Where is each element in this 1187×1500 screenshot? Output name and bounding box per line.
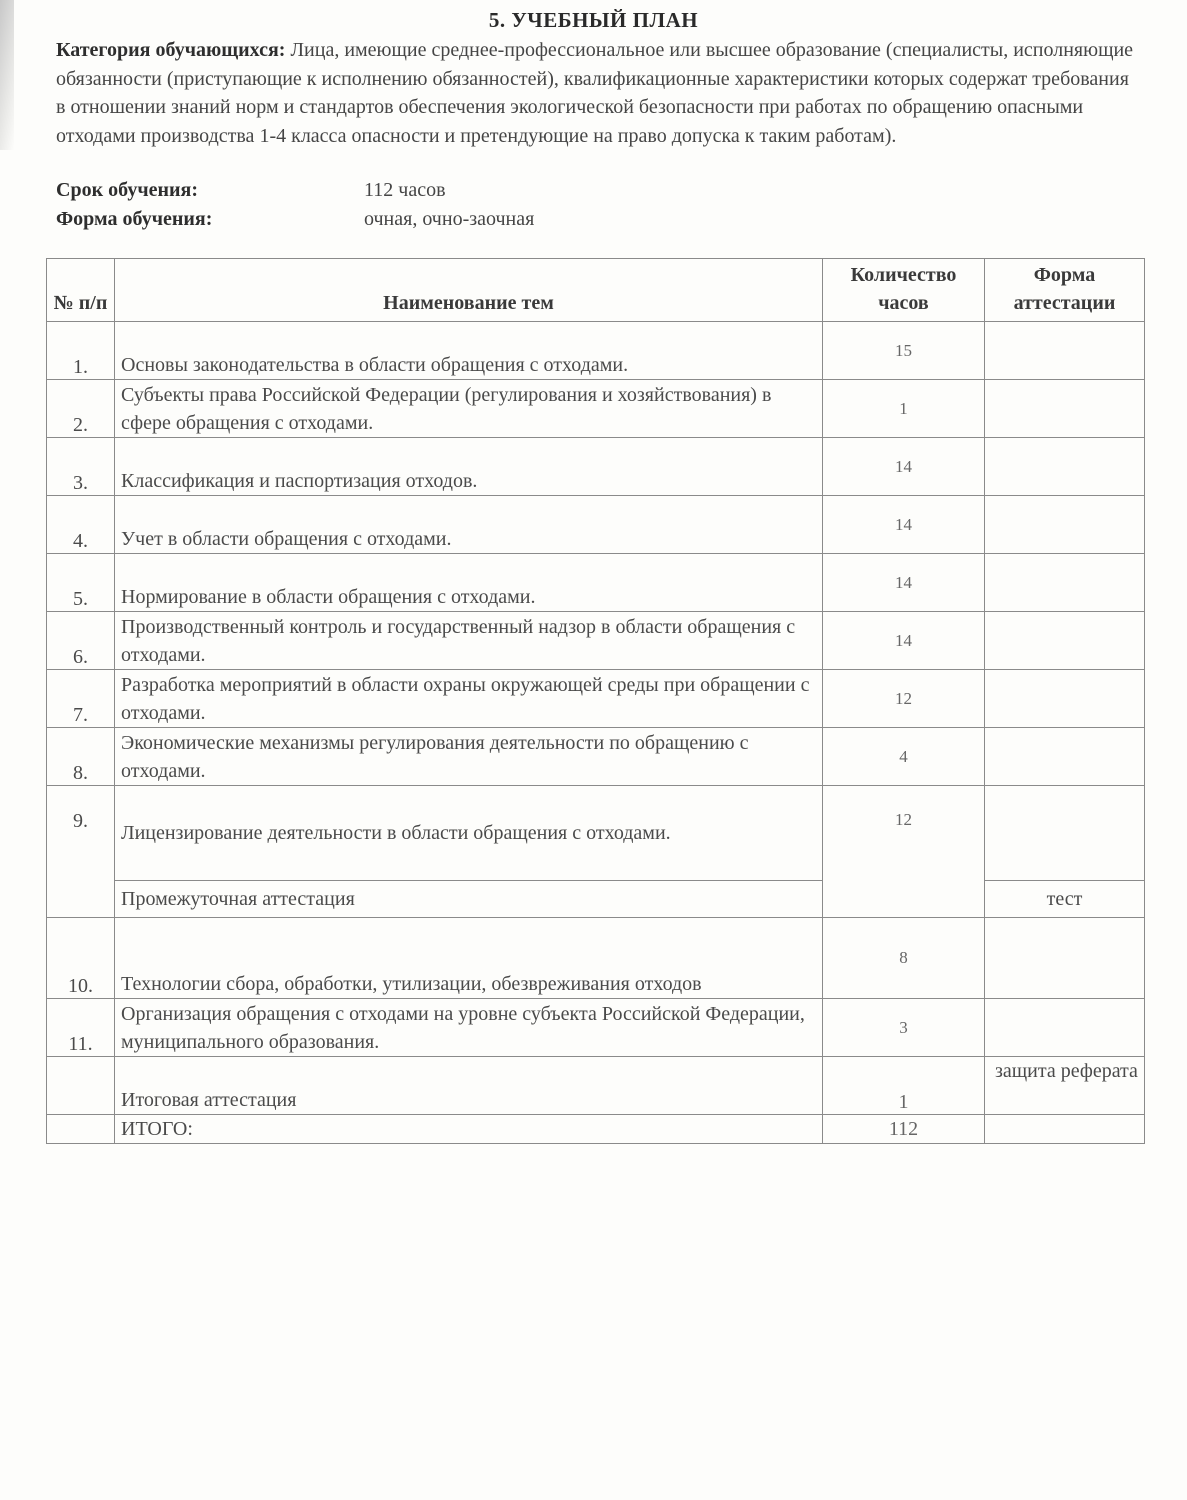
row-topic: ИТОГО:	[115, 1115, 823, 1144]
row-topic: Экономические механизмы регулирования деятельности по обращению с отходами.	[115, 728, 823, 786]
row-hours: 14	[823, 612, 985, 670]
header-num: № п/п	[47, 259, 115, 322]
row-num: 2.	[47, 380, 115, 438]
row-hours: 112	[823, 1115, 985, 1144]
category-label: Категория обучающихся:	[56, 39, 286, 61]
row-num: 1.	[47, 322, 115, 380]
row-form	[985, 554, 1145, 612]
row-topic: Нормирование в области обращения с отходами.	[115, 554, 823, 612]
row-topic: Производственный контроль и государственный надзор в области обращения с отходами.	[115, 612, 823, 670]
row-num: 6.	[47, 612, 115, 670]
table-row	[47, 380, 1145, 438]
row-topic: Учет в области обращения с отходами.	[115, 496, 823, 554]
table-row	[47, 554, 1145, 612]
row-num	[47, 1057, 115, 1115]
table-row	[47, 496, 1145, 554]
category-text: Лица, имеющие среднее-профессиональное или высшее образование (специалисты, исполняющие обязанности (приступающие к исполнению обязанностей), квалификационные характеристики которых содержат требования в отношении знаний норм и стандартов обеспечения экологической безопасности при работах по обращению опасными отходами производства 1-4 класса опасности и претендующие на право допуска к таким работам).	[56, 39, 1134, 147]
row-num: 5.	[47, 554, 115, 612]
row-num: 9.	[47, 786, 115, 918]
category-paragraph	[56, 36, 1136, 150]
header-name: Наименование тем	[115, 259, 823, 322]
row-hours: 8	[823, 918, 985, 999]
row-topic: Субъекты права Российской Федерации (регулирования и хозяйствования) в сфере обращения с отходами.	[115, 380, 823, 438]
row-topic: Лицензирование деятельности в области обращения с отходами.	[115, 786, 823, 881]
curriculum-table	[46, 258, 1145, 1144]
table-row	[47, 612, 1145, 670]
row-form	[985, 999, 1145, 1057]
row-form	[985, 728, 1145, 786]
row-hours: 1	[823, 380, 985, 438]
intermediate-form: тест	[985, 881, 1145, 918]
row-topic: Технологии сбора, обработки, утилизации, обезвреживания отходов	[115, 918, 823, 999]
row-hours: 14	[823, 496, 985, 554]
row-form	[985, 438, 1145, 496]
form-value: очная, очно-заочная	[364, 208, 535, 230]
row-hours: 12	[823, 786, 985, 918]
row-form	[985, 496, 1145, 554]
total-row	[47, 1115, 1145, 1144]
duration-row	[56, 179, 446, 202]
table-row	[47, 322, 1145, 380]
row-form	[985, 380, 1145, 438]
row-hours: 14	[823, 554, 985, 612]
row-hours: 1	[823, 1057, 985, 1115]
row-num: 10.	[47, 918, 115, 999]
row-num: 3.	[47, 438, 115, 496]
table-row	[47, 728, 1145, 786]
row-hours: 15	[823, 322, 985, 380]
row-topic: Разработка мероприятий в области охраны окружающей среды при обращении с отходами.	[115, 670, 823, 728]
row-num: 11.	[47, 999, 115, 1057]
document-title: 5. УЧЕБНЫЙ ПЛАН	[488, 8, 699, 32]
table-row	[47, 786, 1145, 881]
row-form: защита реферата	[985, 1057, 1145, 1115]
form-label: Форма обучения:	[56, 208, 213, 230]
row-num: 8.	[47, 728, 115, 786]
duration-label: Срок обучения:	[56, 179, 199, 201]
row-hours: 4	[823, 728, 985, 786]
row-topic: Итоговая аттестация	[115, 1057, 823, 1115]
table-row	[47, 670, 1145, 728]
row-hours: 3	[823, 999, 985, 1057]
row-form	[985, 322, 1145, 380]
row-hours: 14	[823, 438, 985, 496]
row-num	[47, 1115, 115, 1144]
row-form	[985, 1115, 1145, 1144]
header-form: Форма аттестации	[985, 259, 1145, 322]
row-topic: Основы законодательства в области обращения с отходами.	[115, 322, 823, 380]
header-hours: Количество часов	[823, 259, 985, 322]
row-hours: 12	[823, 670, 985, 728]
row-topic: Организация обращения с отходами на уровне субъекта Российской Федерации, муниципального образования.	[115, 999, 823, 1057]
form-row	[56, 208, 534, 231]
table-row	[47, 999, 1145, 1057]
row-num: 7.	[47, 670, 115, 728]
table-row	[47, 918, 1145, 999]
row-form	[985, 918, 1145, 999]
row-num: 4.	[47, 496, 115, 554]
row-form	[985, 786, 1145, 881]
table-row	[47, 438, 1145, 496]
final-attestation-row	[47, 1057, 1145, 1115]
row-topic: Классификация и паспортизация отходов.	[115, 438, 823, 496]
row-form	[985, 612, 1145, 670]
intermediate-label: Промежуточная аттестация	[115, 881, 823, 918]
table-header-row	[47, 259, 1145, 322]
duration-value: 112 часов	[364, 179, 446, 201]
row-form	[985, 670, 1145, 728]
